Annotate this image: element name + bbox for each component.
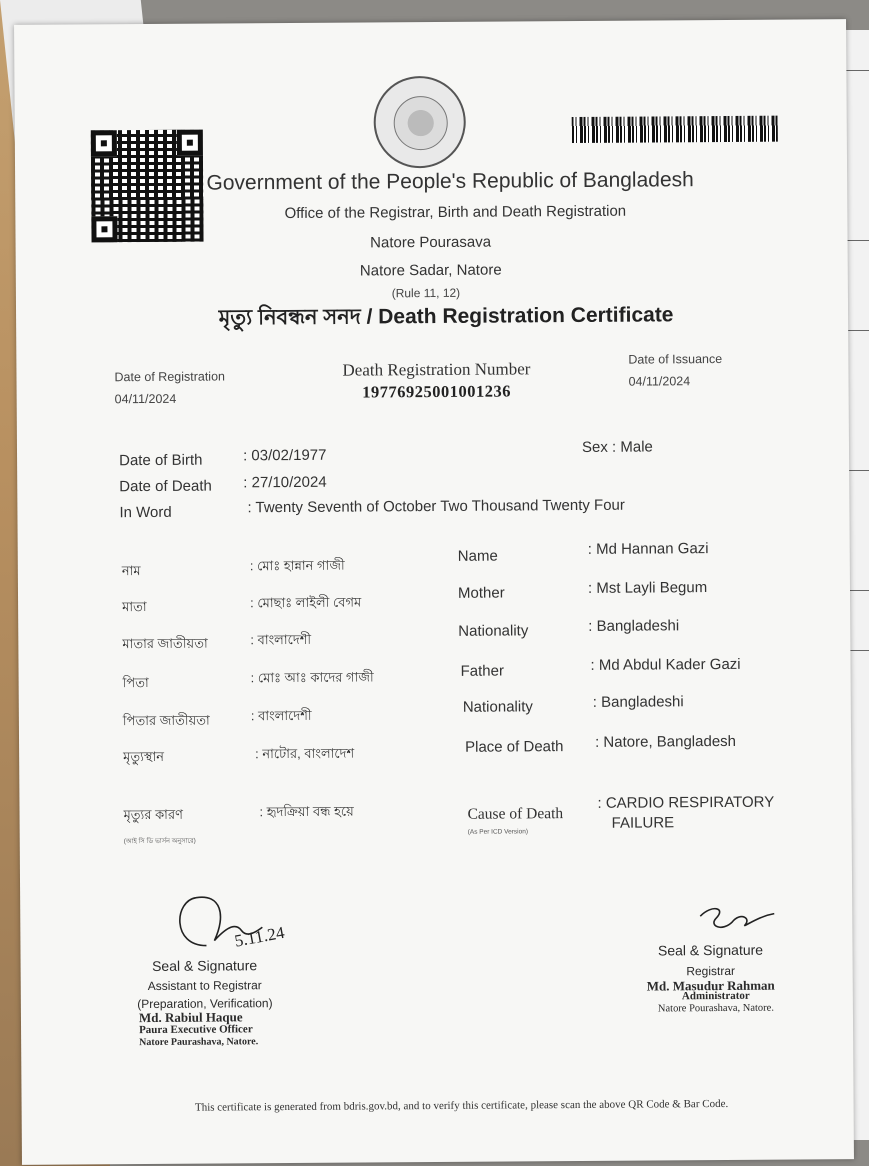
bn-place-label: মৃত্যুস্থান: [123, 748, 165, 765]
bn-mother-value: : মোছাঃ লাইলী বেগম: [250, 594, 362, 611]
inword-value: : Twenty Seventh of October Two Thousand Twenty Four: [247, 496, 625, 517]
date-of-issuance: 04/11/2024: [628, 374, 691, 389]
inword-label: In Word: [119, 503, 172, 522]
bn-name-label: নাম: [121, 563, 141, 579]
left-officer-title: Paura Executive Officer: [139, 1023, 253, 1037]
place-of-death-label: Place of Death: [465, 738, 564, 756]
bn-father-nationality-label: পিতার জাতীয়তা: [122, 712, 210, 729]
cause-of-death-note: (As Per ICD Version): [467, 828, 529, 836]
dod-value: : 27/10/2024: [243, 473, 327, 492]
father-nationality-label: Nationality: [462, 698, 533, 716]
dob-value: : 03/02/1977: [242, 446, 327, 465]
bn-father-label: পিতা: [122, 674, 149, 691]
name-value: : Md Hannan Gazi: [587, 540, 709, 558]
bn-cause-note: (আই সি ডি ভার্সন অনুসারে): [123, 837, 196, 846]
cause-of-death-line2: FAILURE: [611, 814, 675, 832]
mother-value: : Mst Layli Begum: [587, 579, 708, 597]
left-officer-name: Md. Rabiul Haque: [138, 1009, 243, 1026]
mother-nationality-label: Nationality: [458, 622, 529, 640]
right-officer-title: Administrator: [681, 989, 750, 1003]
right-signature: [692, 902, 782, 943]
certificate-title: মৃত্যু নিবন্ধন সনদ / Death Registration Certificate: [218, 303, 674, 330]
government-seal-icon: [373, 76, 466, 169]
bn-cause-label: মৃত্যুর কারণ: [123, 806, 183, 823]
handwritten-date: 5.11.24: [233, 922, 286, 951]
bn-mother-nationality-label: মাতার জাতীয়তা: [122, 635, 208, 652]
certificate-page: [14, 19, 854, 1165]
mother-label: Mother: [457, 584, 505, 602]
father-label: Father: [460, 662, 504, 680]
father-value: : Md Abdul Kader Gazi: [590, 655, 741, 674]
left-role: Assistant to Registrar: [147, 978, 262, 994]
right-officer-office: Natore Pourashava, Natore.: [657, 1002, 774, 1015]
bn-father-value: : মোঃ আঃ কাদের গাজী: [250, 669, 374, 686]
bn-name-value: : মোঃ হান্নান গাজী: [249, 557, 345, 574]
sex-value: Sex : Male: [581, 438, 653, 456]
right-officer-name: Md. Masudur Rahman: [646, 977, 775, 994]
name-label: Name: [457, 547, 498, 565]
footer-note: This certificate is generated from bdris.gov.bd, and to verify this certificate, please scan the above QR Code & Bar Code.: [194, 1097, 729, 1114]
date-of-registration-label: Date of Registration: [114, 369, 226, 385]
right-role: Registrar: [686, 963, 736, 979]
father-nationality-value: : Bangladeshi: [592, 693, 684, 711]
mother-nationality-value: : Bangladeshi: [588, 617, 680, 635]
left-seal-label: Seal & Signature: [152, 957, 258, 974]
cause-of-death-label: Cause of Death: [467, 805, 564, 823]
pourasava-heading: Natore Pourasava: [370, 233, 492, 252]
dob-label: Date of Birth: [119, 451, 203, 470]
cause-of-death-line1: : CARDIO RESPIRATORY: [597, 793, 775, 812]
registration-number: 19776925001001236: [362, 381, 512, 402]
bn-mother-nationality-value: : বাংলাদেশী: [250, 631, 312, 648]
right-seal-label: Seal & Signature: [657, 941, 764, 959]
office-heading: Office of the Registrar, Birth and Death Registration: [284, 202, 627, 223]
place-of-death-value: : Natore, Bangladesh: [594, 732, 737, 751]
barcode[interactable]: [572, 116, 778, 143]
left-signature: [166, 885, 337, 966]
government-heading: Government of the People's Republic of Bangladesh: [206, 168, 694, 195]
bn-place-value: : নাটোর, বাংলাদেশ: [255, 745, 355, 762]
registration-number-label: Death Registration Number: [342, 359, 531, 380]
dod-label: Date of Death: [119, 477, 212, 496]
date-of-registration: 04/11/2024: [114, 391, 177, 407]
bn-cause-value: : হৃদক্রিয়া বন্ধ হয়ে: [259, 803, 354, 820]
bn-mother-label: মাতা: [122, 599, 147, 615]
bn-father-nationality-value: : বাংলাদেশী: [250, 707, 312, 724]
location-heading: Natore Sadar, Natore: [359, 261, 502, 280]
rule-reference: (Rule 11, 12): [391, 285, 461, 301]
left-role-detail: (Preparation, Verification): [137, 996, 273, 1012]
date-of-issuance-label: Date of Issuance: [628, 351, 723, 367]
left-officer-office: Natore Paurashava, Natore.: [139, 1036, 259, 1049]
